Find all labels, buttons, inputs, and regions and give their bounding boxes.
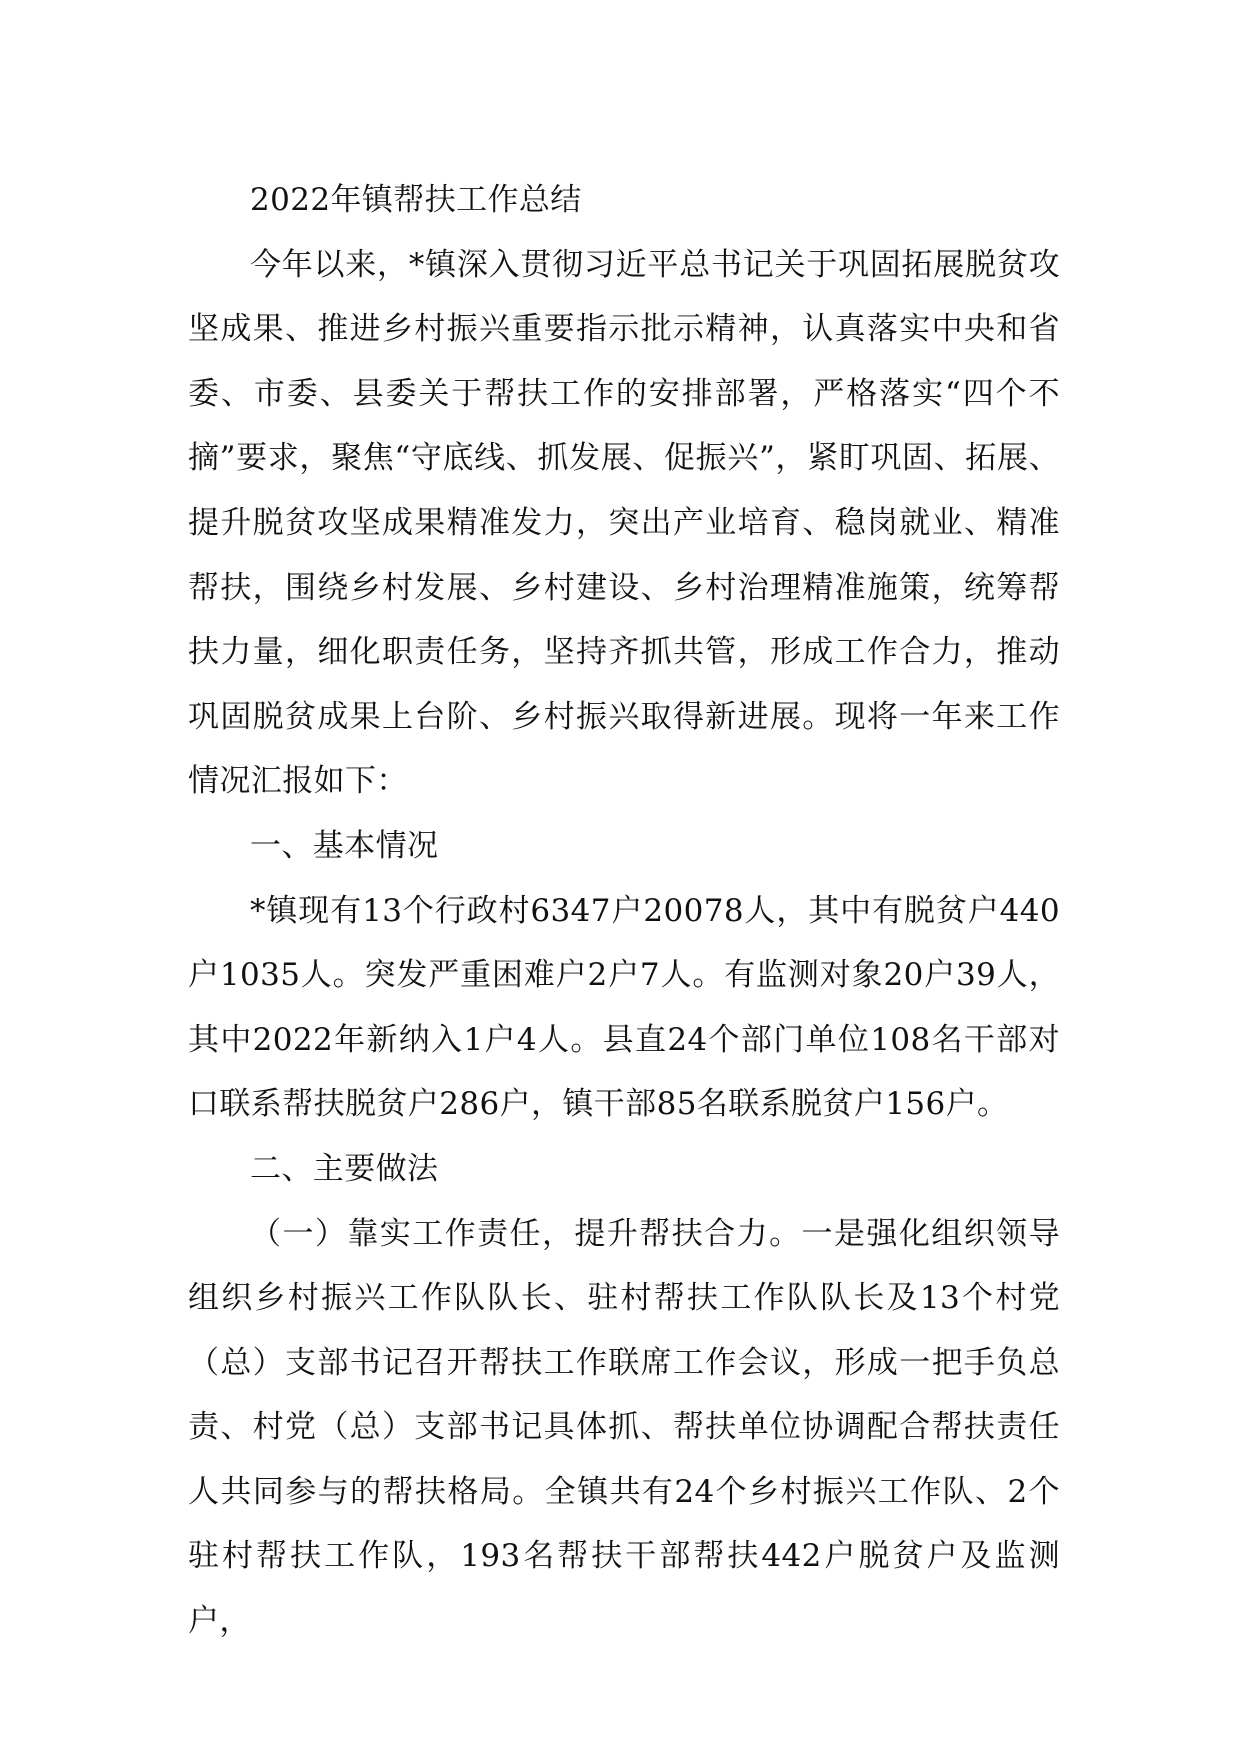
document-body bbox=[188, 168, 1060, 1654]
section-heading-basic-situation: 一、基本情况 bbox=[250, 827, 439, 864]
intro-paragraph: 今年以来，*镇深入贯彻习近平总书记关于巩固拓展脱贫攻坚成果、推进乡村振兴重要指示批示精神，认真落实中央和省委、市委、县委关于帮扶工作的安排部署，严格落实“四个不摘”要求，聚焦“守底线、抓发展、促振兴”，紧盯巩固、拓展、提升脱贫攻坚成果精准发力，突出产业培育、稳岗就业、精准帮扶，围绕乡村发展、乡村建设、乡村治理精准施策，统筹帮扶力量，细化职责任务，坚持齐抓共管，形成工作合力，推动巩固脱贫成果上台阶、乡村振兴取得新进展。现将一年来工作情况汇报如下： bbox=[188, 246, 1060, 800]
document-title: 2022年镇帮扶工作总结 bbox=[250, 182, 582, 218]
basic-situation-paragraph: *镇现有13个行政村6347户20078人，其中有脱贫户440户1035人。突发严重困难户2户7人。有监测对象20户39人，其中2022年新纳入1户4人。县直24个部门单位108名干部对口联系帮扶脱贫户286户，镇干部85名联系脱贫户156户。 bbox=[188, 892, 1060, 1123]
section-heading-main-practices: 二、主要做法 bbox=[250, 1150, 439, 1187]
main-practices-paragraph: （一）靠实工作责任，提升帮扶合力。一是强化组织领导组织乡村振兴工作队队长、驻村帮扶工作队队长及13个村党（总）支部书记召开帮扶工作联席工作会议，形成一把手负总责、村党（总）支部书记具体抓、帮扶单位协调配合帮扶责任人共同参与的帮扶格局。全镇共有24个乡村振兴工作队、2个驻村帮扶工作队，193名帮扶干部帮扶442户脱贫户及监测户， bbox=[188, 1215, 1060, 1640]
